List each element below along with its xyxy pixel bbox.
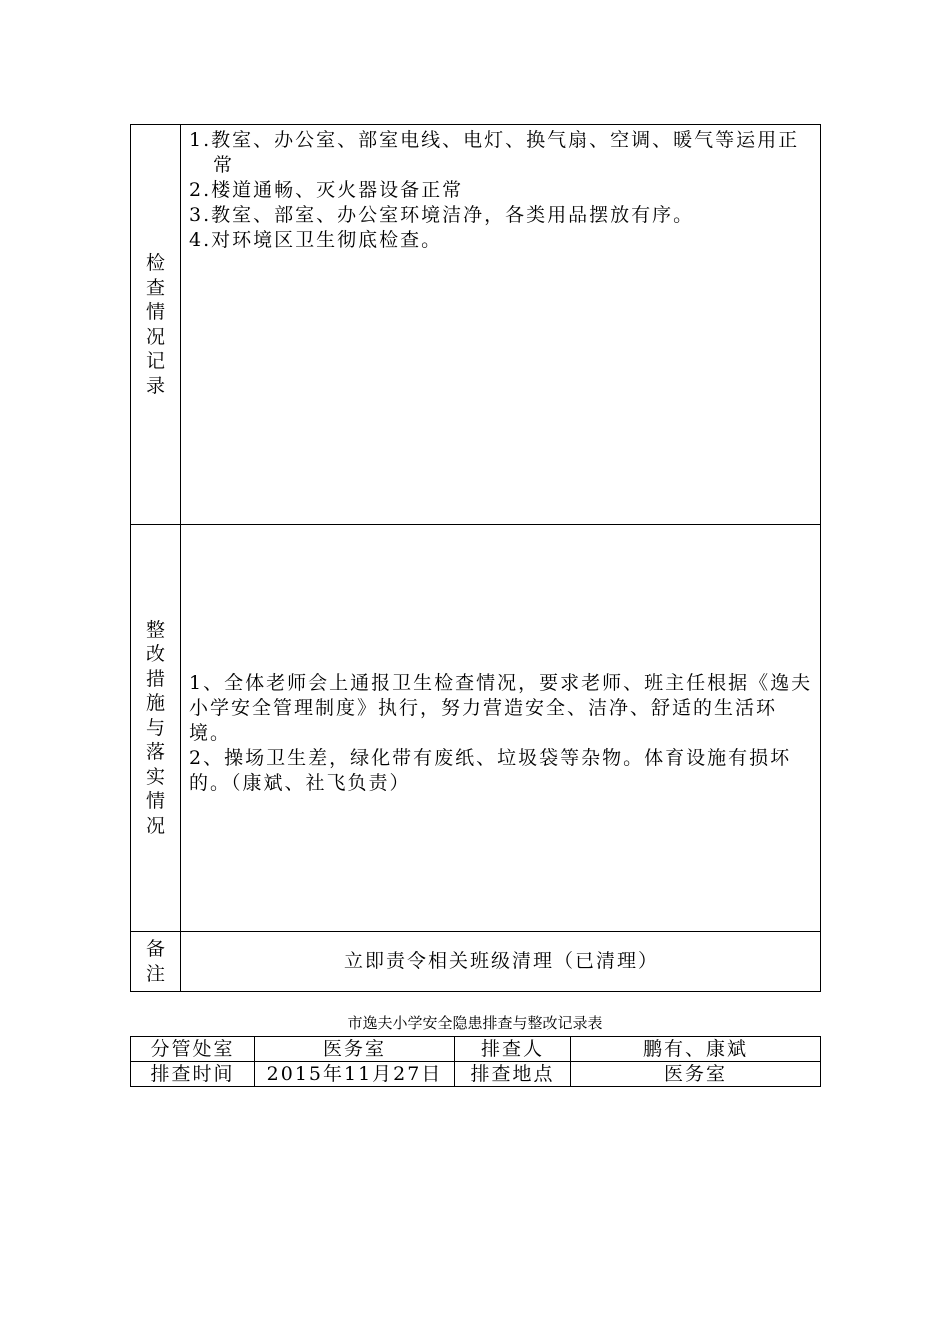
inspection-item: 4.对环境区卫生彻底检查。 — [189, 229, 443, 251]
remarks-text: 立即责令相关班级清理（已清理） — [343, 950, 659, 972]
inspection-label-cell — [131, 125, 181, 525]
inspector-value: 鹏有、康斌 — [571, 1037, 821, 1062]
remarks-row — [131, 932, 821, 992]
rectification-row — [131, 525, 821, 932]
inspector-label: 排查人 — [455, 1037, 571, 1062]
form-header-table — [130, 1036, 821, 1087]
inspection-item: 1.教室、办公室、部室电线、电灯、换气扇、空调、暖气等运用正常 — [189, 129, 800, 176]
inspection-location-label: 排查地点 — [455, 1062, 571, 1087]
inspection-record-table — [130, 124, 821, 992]
inspection-location-value: 医务室 — [571, 1062, 821, 1087]
header-row — [131, 1062, 821, 1087]
rectification-paragraph: 2、操场卫生差，绿化带有废纸、垃圾袋等杂物。体育设施有损坏的。（康斌、社飞负责） — [189, 746, 792, 794]
remarks-label-cell — [131, 932, 181, 992]
remarks-content-cell — [181, 932, 821, 992]
department-label: 分管处室 — [131, 1037, 255, 1062]
inspection-item: 3.教室、部室、办公室环境洁净，各类用品摆放有序。 — [189, 204, 695, 226]
rectification-content-cell — [181, 525, 821, 932]
inspection-time-value: 2015年11月27日 — [255, 1062, 455, 1087]
department-value: 医务室 — [255, 1037, 455, 1062]
inspection-row — [131, 125, 821, 525]
inspection-content-cell — [181, 125, 821, 525]
remarks-label: 备注 — [145, 938, 165, 985]
inspection-label: 检查情况记录 — [145, 252, 165, 397]
form-title: 市逸夫小学安全隐患排查与整改记录表 — [347, 1014, 603, 1032]
rectification-paragraph: 1、全体老师会上通报卫生检查情况，要求老师、班主任根据《逸夫小学安全管理制度》执行，努力营造安全、洁净、舒适的生活环境。 — [189, 671, 813, 744]
rectification-label-cell — [131, 525, 181, 932]
inspection-time-label: 排查时间 — [131, 1062, 255, 1087]
header-row — [131, 1037, 821, 1062]
inspection-item: 2.楼道通畅、灭火器设备正常 — [189, 179, 464, 201]
rectification-label: 整改措施与落实情况 — [145, 618, 165, 837]
